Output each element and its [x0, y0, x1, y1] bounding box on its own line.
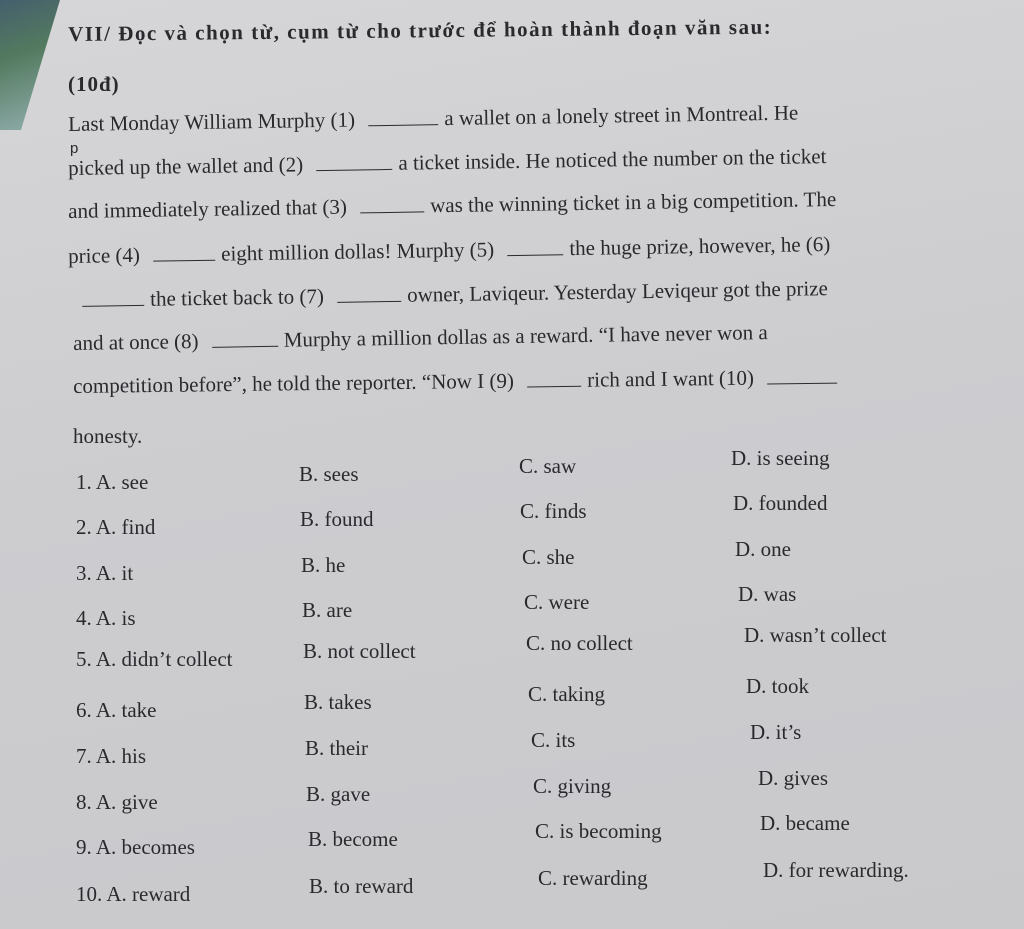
question-2-option-a: 2. A. find [76, 515, 156, 539]
passage-line [73, 365, 843, 399]
passage-line [68, 232, 830, 269]
question-9-option-b: B. become [308, 827, 398, 851]
answer-blank [767, 367, 837, 385]
passage-line [68, 101, 798, 137]
question-10-option-d: D. for rewarding. [763, 858, 909, 882]
passage-text: owner, Laviqeur. Yesterday Leviqeur got the prize [406, 276, 829, 307]
exercise-points: (10đ) [68, 72, 120, 96]
answer-blank [368, 108, 438, 126]
question-3-option-b: B. he [301, 553, 346, 577]
question-4-option-b: B. are [302, 598, 353, 622]
question-10-option-c: C. rewarding [538, 866, 648, 890]
question-4-option-d: D. was [738, 582, 797, 606]
question-6-option-d: D. took [746, 674, 809, 698]
passage-text: and at once (8) [73, 328, 204, 355]
passage-line [73, 320, 768, 356]
passage-text: price (4) [68, 242, 146, 268]
question-5-option-a: 5. A. didn’t collect [76, 647, 233, 671]
passage-text: eight million dollas! Murphy (5) [220, 237, 500, 266]
passage-text: and immediately realized that (3) [68, 194, 353, 223]
passage-text: a ticket inside. He noticed the number on the ticket [398, 144, 827, 175]
question-8-option-c: C. giving [533, 774, 612, 798]
question-7-option-b: B. their [305, 736, 368, 760]
question-3-option-d: D. one [735, 537, 791, 561]
question-6-option-c: C. taking [528, 682, 605, 706]
question-3-option-c: C. she [522, 545, 575, 569]
question-2-option-c: C. finds [520, 499, 587, 523]
question-9-option-a: 9. A. becomes [76, 835, 195, 859]
question-7-option-a: 7. A. his [76, 744, 147, 768]
question-1-option-b: B. sees [299, 462, 359, 486]
question-4-option-c: C. were [524, 590, 590, 614]
question-6-option-a: 6. A. take [76, 698, 157, 722]
passage-text: Murphy a million dollas as a reward. “I have never won a [283, 320, 768, 352]
question-9-option-c: C. is becoming [535, 819, 662, 843]
passage-text: picked up the wallet and (2) [68, 152, 309, 180]
answer-blank [316, 153, 392, 171]
passage-line [73, 424, 142, 449]
answer-blank [337, 285, 401, 303]
passage-text: was the winning ticket in a big competition. The [429, 186, 837, 218]
question-8-option-b: B. gave [306, 782, 371, 806]
question-7-option-d: D. it’s [750, 720, 802, 744]
exercise-heading: VII/ Đọc và chọn từ, cụm từ cho trước để hoàn thành đoạn văn sau: [68, 14, 773, 46]
passage-text: a wallet on a lonely street in Montreal. He [444, 100, 799, 131]
question-3-option-a: 3. A. it [76, 561, 134, 585]
passage-line [68, 144, 827, 181]
passage-text: the ticket back to (7) [149, 283, 330, 311]
answer-blank [153, 244, 215, 262]
stray-mark: p [70, 140, 79, 157]
passage-line [74, 276, 828, 313]
question-8-option-d: D. gives [758, 766, 828, 790]
question-6-option-b: B. takes [304, 690, 372, 714]
passage-text: the huge prize, however, he (6) [569, 232, 831, 261]
question-4-option-a: 4. A. is [76, 606, 136, 630]
answer-blank [527, 370, 581, 388]
question-7-option-c: C. its [531, 728, 576, 752]
passage-text: competition before”, he told the reporter. “Now I (9) [73, 368, 520, 398]
question-1-option-d: D. is seeing [731, 446, 830, 470]
question-9-option-d: D. became [760, 811, 850, 835]
passage-text: Last Monday William Murphy (1) [68, 107, 361, 136]
question-10-option-b: B. to reward [309, 874, 414, 898]
passage-text: honesty. [73, 424, 143, 448]
question-2-option-d: D. founded [733, 491, 828, 515]
question-5-option-c: C. no collect [526, 631, 633, 655]
question-5-option-b: B. not collect [303, 639, 416, 663]
question-1-option-c: C. saw [519, 454, 577, 478]
answer-blank [507, 238, 563, 256]
passage-text: rich and I want (10) [587, 365, 760, 392]
question-10-option-a: 10. A. reward [76, 882, 191, 906]
answer-blank [212, 330, 278, 348]
passage-line [68, 187, 836, 224]
question-5-option-d: D. wasn’t collect [744, 623, 887, 647]
question-8-option-a: 8. A. give [76, 790, 158, 814]
answer-blank [82, 289, 144, 307]
question-2-option-b: B. found [300, 507, 374, 531]
answer-blank [360, 195, 424, 213]
background-object [0, 0, 60, 130]
question-1-option-a: 1. A. see [76, 470, 149, 494]
